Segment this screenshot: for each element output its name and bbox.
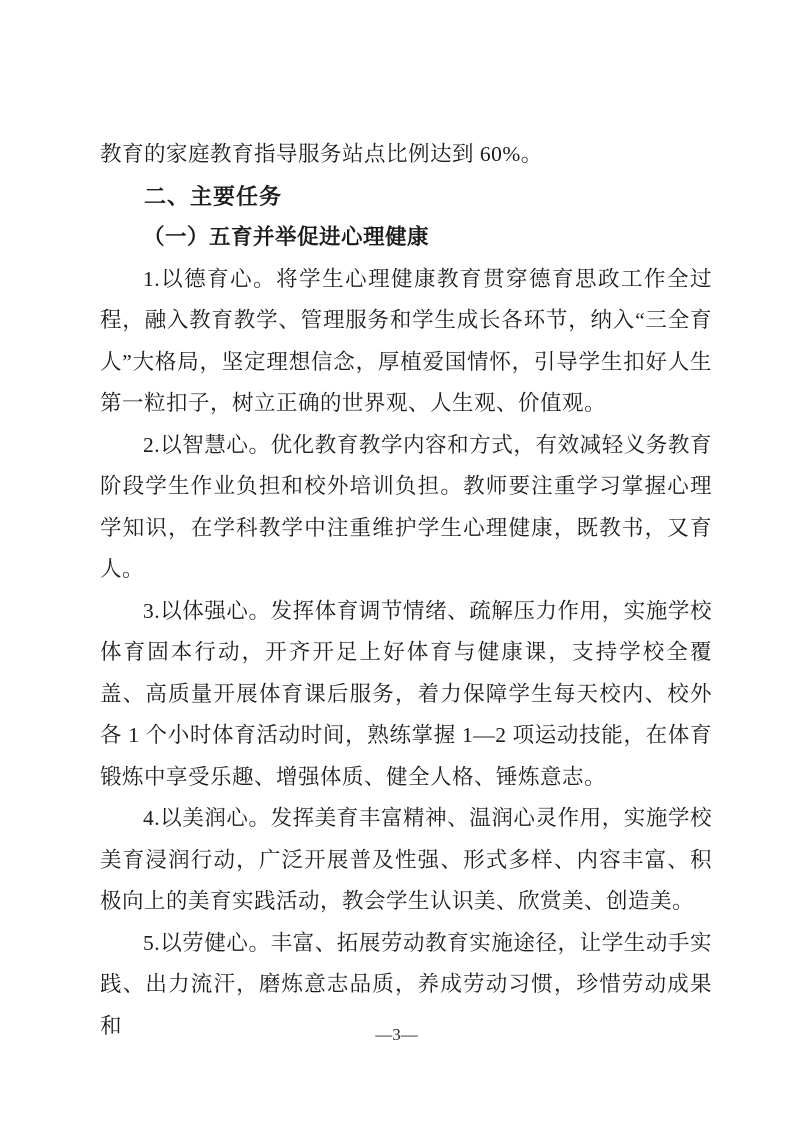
body-paragraph-moral: 1.以德育心。将学生心理健康教育贯穿德育思政工作全过程，融入教育教学、管理服务和学生成长各环节，纳入“三全育人”大格局，坚定理想信念，厚植爱国情怀，引导学生扣好人生第一粒扣子，树立正确的世界观、人生观、价值观。 (100, 266, 712, 415)
subsection-heading: （一）五育并举促进心理健康 (143, 225, 430, 249)
page-footer (0, 1023, 793, 1047)
page-number: —3— (375, 1025, 418, 1044)
continuation-paragraph: 教育的家庭教育指导服务站点比例达到 60%。 (100, 142, 543, 166)
section-heading: 二、主要任务 (144, 183, 283, 209)
body-paragraph-physical: 3.以体强心。发挥体育调节情绪、疏解压力作用，实施学校体育固本行动，开齐开足上好体育与健康课，支持学校全覆盖、高质量开展体育课后服务，着力保障学生每天校内、校外各 1 个小时体育活动时间，熟练掌握 1—2 项运动技能，在体育锻炼中享受乐趣、增强体质、健全人格、锤炼意志。 (100, 598, 712, 789)
body-paragraph-labor: 5.以劳健心。丰富、拓展劳动教育实施途径，让学生动手实践、出力流汗，磨炼意志品质，养成劳动习惯，珍惜劳动成果和 (100, 930, 712, 1038)
document-content (100, 134, 712, 1047)
body-paragraph-aesthetic: 4.以美润心。发挥美育丰富精神、温润心灵作用，实施学校美育浸润行动，广泛开展普及性强、形式多样、内容丰富、积极向上的美育实践活动，教会学生认识美、欣赏美、创造美。 (100, 806, 712, 913)
body-paragraph-intellectual: 2.以智慧心。优化教育教学内容和方式，有效减轻义务教育阶段学生作业负担和校外培训负担。教师要注重学习掌握心理学知识，在学科教学中注重维护学生心理健康，既教书，又育人。 (100, 432, 712, 581)
